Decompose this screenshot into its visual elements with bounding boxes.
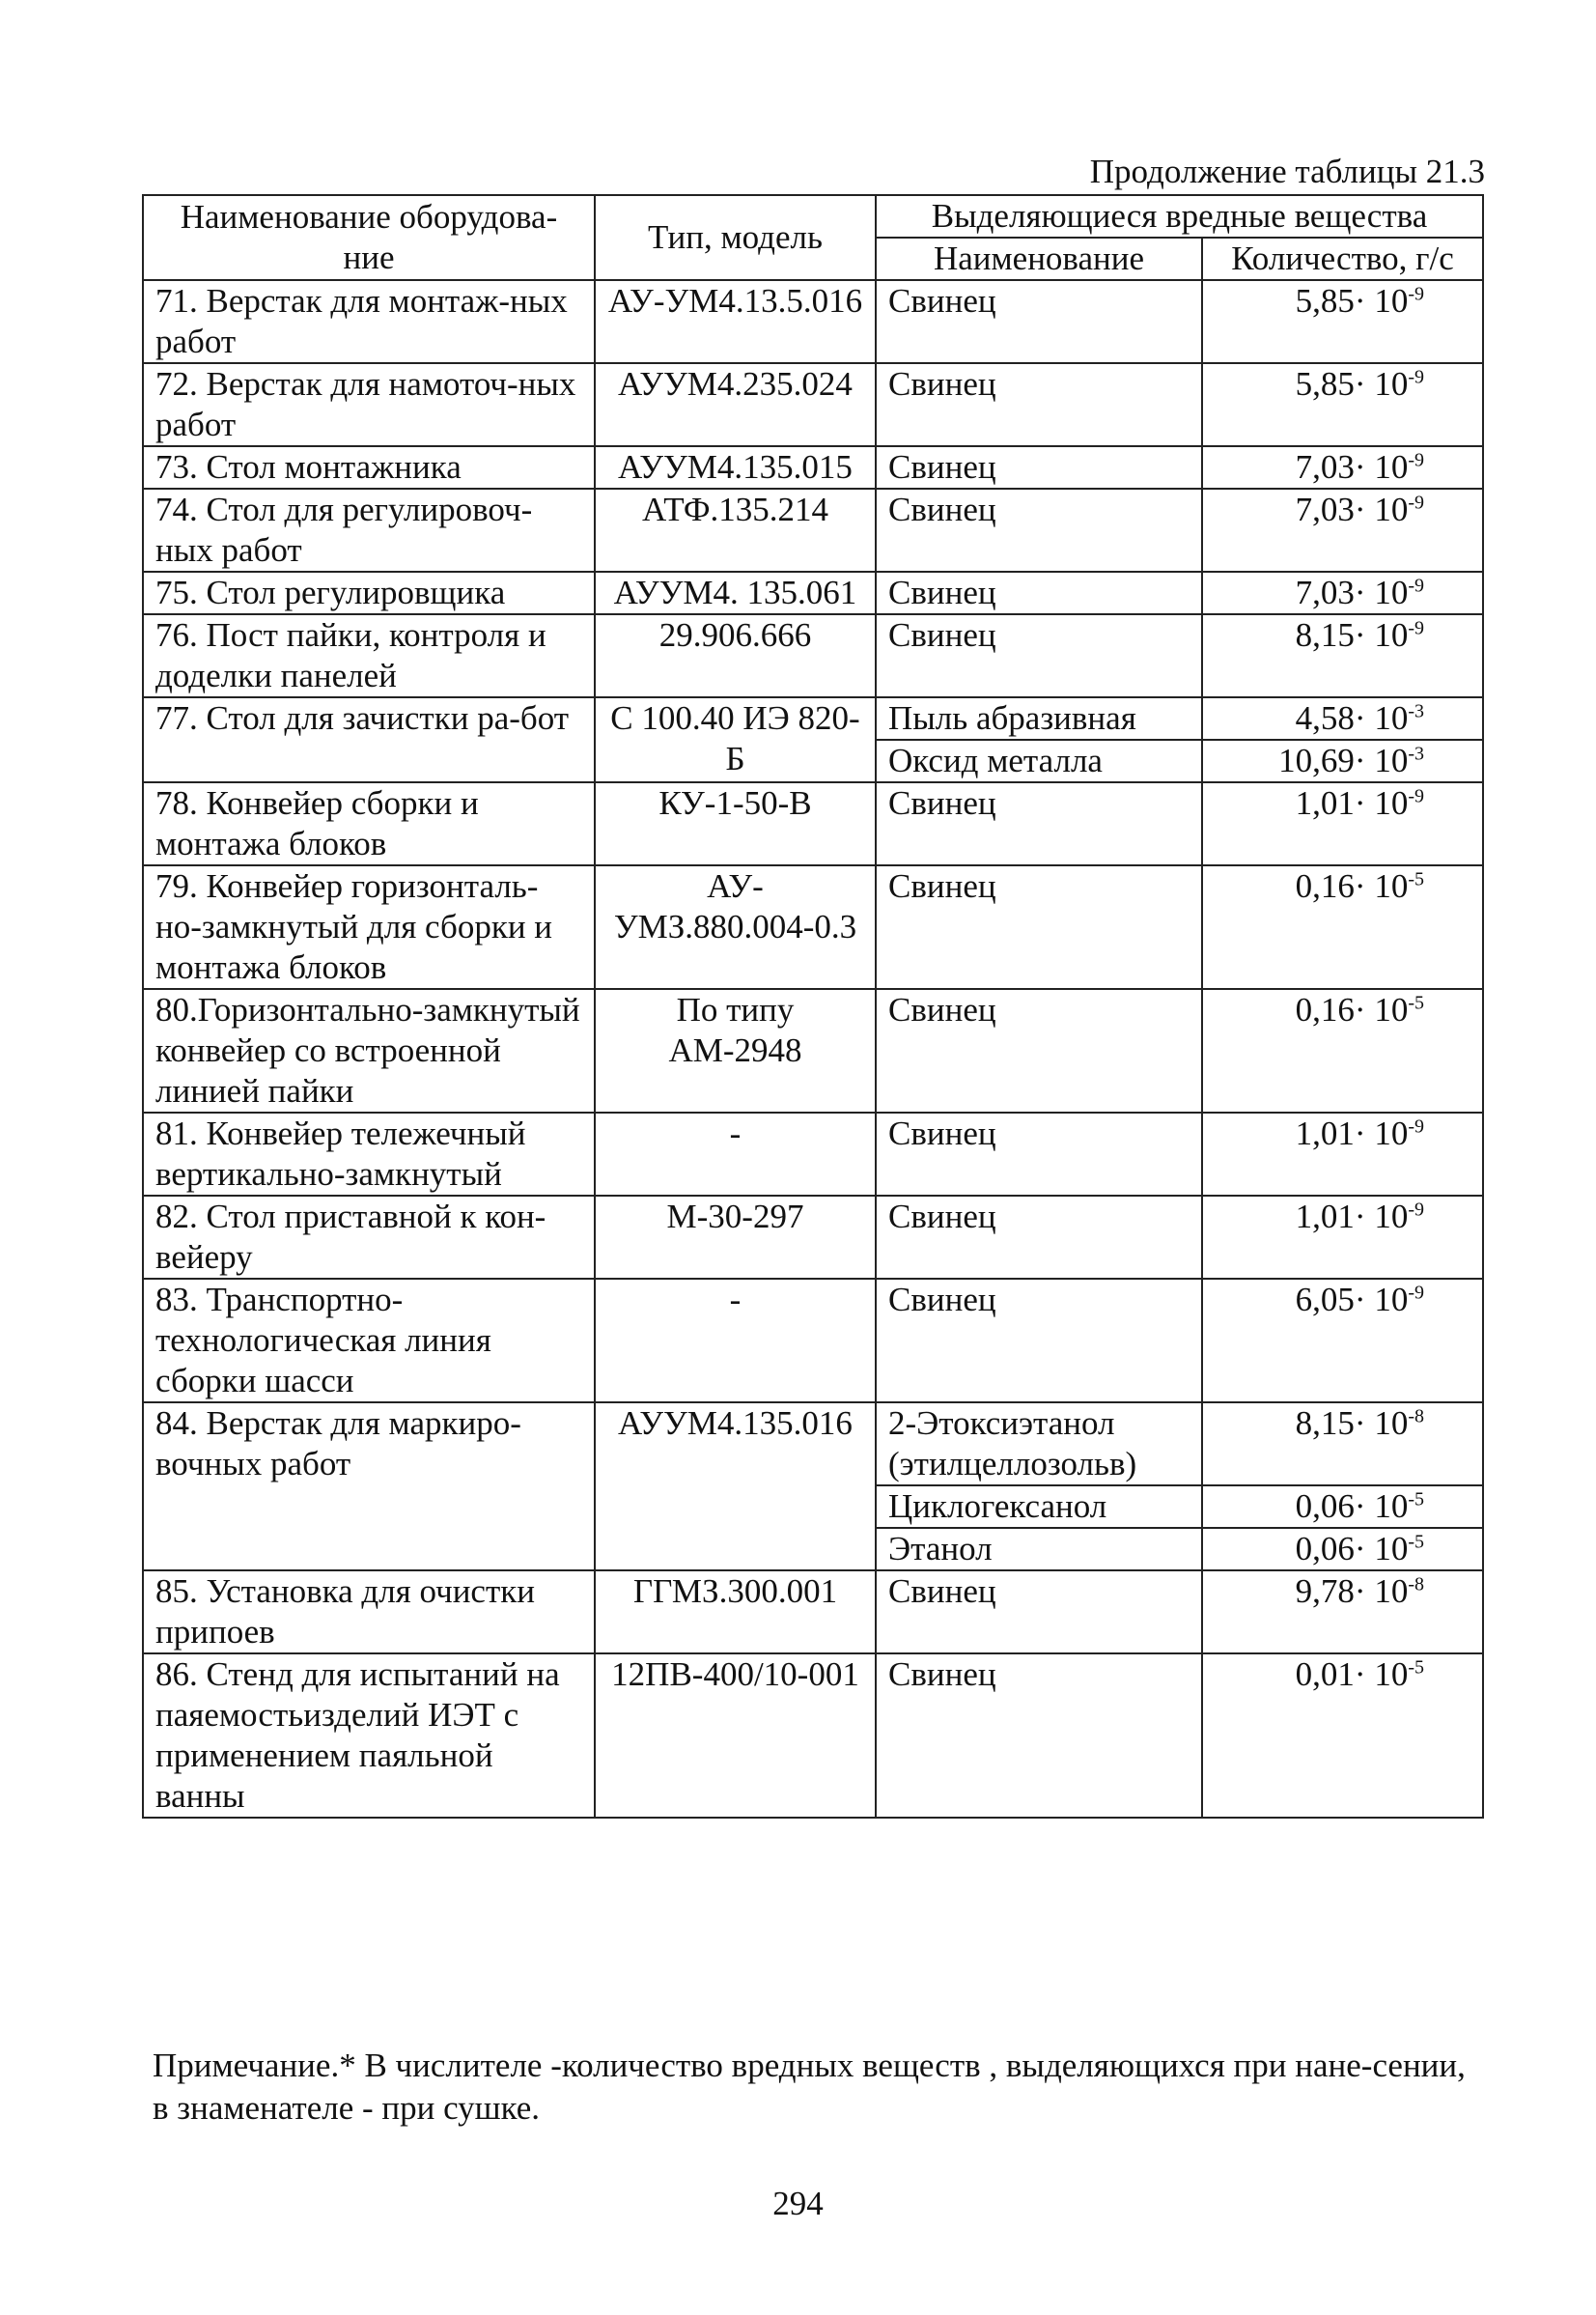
equipment-name-cell: 81. Конвейер тележечный вертикально-замкнутый (143, 1113, 595, 1196)
header-substances: Выделяющиеся вредные вещества (876, 195, 1483, 238)
quantity-exponent: -9 (1408, 1282, 1424, 1304)
quantity-multiplier: · 10 (1354, 1530, 1409, 1567)
quantity-multiplier: · 10 (1354, 616, 1409, 654)
equipment-model-cell: - (595, 1279, 876, 1402)
table-row (143, 1113, 1483, 1196)
quantity-coefficient: 4,58 (1295, 699, 1355, 737)
substance-name-cell: Свинец (876, 1279, 1202, 1402)
quantity-cell (1202, 782, 1483, 865)
substance-name-cell: 2-Этоксиэтанол (этилцеллозольв) (876, 1402, 1202, 1485)
substance-name-cell: Свинец (876, 865, 1202, 989)
quantity-coefficient: 0,16 (1295, 867, 1355, 905)
quantity-cell (1202, 989, 1483, 1113)
quantity-multiplier: · 10 (1354, 742, 1409, 779)
quantity-cell (1202, 280, 1483, 363)
header-model: Тип, модель (595, 195, 876, 280)
quantity-coefficient: 5,85 (1295, 365, 1355, 403)
quantity-cell (1202, 1485, 1483, 1528)
equipment-model-cell: По типу АМ-2948 (595, 989, 876, 1113)
substance-name-cell: Свинец (876, 782, 1202, 865)
quantity-cell (1202, 1402, 1483, 1485)
equipment-name-cell: 84. Верстак для маркиро-вочных работ (143, 1402, 595, 1570)
equipment-model-cell: ГГМЗ.300.001 (595, 1570, 876, 1653)
equipment-name-cell: 85. Установка для очистки припоев (143, 1570, 595, 1653)
table-caption: Продолжение таблицы 21.3 (1089, 153, 1485, 190)
quantity-multiplier: · 10 (1354, 1281, 1409, 1318)
equipment-model-cell: АУУМ4.235.024 (595, 363, 876, 446)
quantity-coefficient: 0,06 (1295, 1530, 1355, 1567)
substance-name-cell: Свинец (876, 1570, 1202, 1653)
quantity-exponent: -9 (1408, 617, 1424, 639)
table-row (143, 572, 1483, 614)
table-row (143, 1196, 1483, 1279)
quantity-exponent: -9 (1408, 492, 1424, 514)
table-row (143, 989, 1483, 1113)
quantity-multiplier: · 10 (1354, 699, 1409, 737)
substance-name-cell: Пыль абразивная (876, 697, 1202, 740)
header-equipment-name: Наименование оборудова-ние (143, 195, 595, 280)
quantity-coefficient: 1,01 (1295, 1115, 1355, 1152)
quantity-exponent: -8 (1408, 1573, 1424, 1595)
quantity-cell (1202, 1279, 1483, 1402)
quantity-cell (1202, 572, 1483, 614)
page-number: 294 (772, 2185, 824, 2222)
quantity-coefficient: 5,85 (1295, 282, 1355, 320)
quantity-multiplier: · 10 (1354, 1655, 1409, 1693)
equipment-model-cell: АУУМ4. 135.061 (595, 572, 876, 614)
quantity-multiplier: · 10 (1354, 1115, 1409, 1152)
quantity-cell (1202, 1113, 1483, 1196)
table-row (143, 1653, 1483, 1818)
equipment-name-cell: 73. Стол монтажника (143, 446, 595, 489)
quantity-exponent: -9 (1408, 366, 1424, 388)
equipment-name-cell: 74. Стол для регулировоч-ных работ (143, 489, 595, 572)
quantity-exponent: -9 (1408, 283, 1424, 305)
quantity-exponent: -5 (1408, 992, 1424, 1014)
substance-name-cell: Свинец (876, 363, 1202, 446)
quantity-exponent: -9 (1408, 1115, 1424, 1138)
equipment-model-cell: АТФ.135.214 (595, 489, 876, 572)
table-note: Примечание.* В числителе -количество вредных веществ , выделяющихся при нане-сении, в знаменателе - при сушке. (153, 2047, 1466, 2127)
equipment-name-cell: 83. Транспортно-технологическая линия сборки шасси (143, 1279, 595, 1402)
quantity-multiplier: · 10 (1354, 365, 1409, 403)
equipment-model-cell: 29.906.666 (595, 614, 876, 697)
substance-name-cell: Свинец (876, 489, 1202, 572)
table-row (143, 363, 1483, 446)
quantity-coefficient: 7,03 (1295, 574, 1355, 611)
substance-name-cell: Свинец (876, 1196, 1202, 1279)
quantity-cell (1202, 865, 1483, 989)
quantity-coefficient: 0,16 (1295, 991, 1355, 1029)
quantity-coefficient: 9,78 (1295, 1572, 1355, 1610)
quantity-multiplier: · 10 (1354, 574, 1409, 611)
equipment-model-cell: АУУМ4.135.016 (595, 1402, 876, 1570)
substance-name-cell: Этанол (876, 1528, 1202, 1570)
quantity-cell (1202, 1196, 1483, 1279)
quantity-coefficient: 8,15 (1295, 616, 1355, 654)
substance-name-cell: Оксид металла (876, 740, 1202, 782)
quantity-cell (1202, 446, 1483, 489)
quantity-coefficient: 6,05 (1295, 1281, 1355, 1318)
quantity-multiplier: · 10 (1354, 1572, 1409, 1610)
header-substance-name: Наименование (876, 238, 1202, 280)
quantity-multiplier: · 10 (1354, 491, 1409, 528)
quantity-coefficient: 0,01 (1295, 1655, 1355, 1693)
quantity-multiplier: · 10 (1354, 1404, 1409, 1442)
equipment-name-cell: 77. Стол для зачистки ра-бот (143, 697, 595, 782)
quantity-coefficient: 7,03 (1295, 491, 1355, 528)
table-row (143, 1402, 1483, 1485)
quantity-cell (1202, 614, 1483, 697)
emissions-table (142, 194, 1484, 1819)
quantity-coefficient: 1,01 (1295, 1198, 1355, 1235)
quantity-exponent: -8 (1408, 1405, 1424, 1427)
table-row (143, 697, 1483, 740)
equipment-model-cell: АУ-УМ4.13.5.016 (595, 280, 876, 363)
table-row (143, 782, 1483, 865)
equipment-name-cell: 78. Конвейер сборки и монтажа блоков (143, 782, 595, 865)
quantity-cell (1202, 1528, 1483, 1570)
quantity-multiplier: · 10 (1354, 1487, 1409, 1525)
substance-name-cell: Свинец (876, 446, 1202, 489)
quantity-coefficient: 8,15 (1295, 1404, 1355, 1442)
quantity-exponent: -3 (1408, 743, 1424, 765)
quantity-exponent: -5 (1408, 868, 1424, 890)
quantity-cell (1202, 740, 1483, 782)
equipment-name-cell: 75. Стол регулировщика (143, 572, 595, 614)
header-quantity: Количество, г/с (1202, 238, 1483, 280)
table-row (143, 614, 1483, 697)
quantity-cell (1202, 489, 1483, 572)
equipment-name-cell: 82. Стол приставной к кон-вейеру (143, 1196, 595, 1279)
quantity-exponent: -5 (1408, 1656, 1424, 1679)
table-row (143, 489, 1483, 572)
equipment-name-cell: 79. Конвейер горизонталь-но-замкнутый для сборки и монтажа блоков (143, 865, 595, 989)
table-row (143, 280, 1483, 363)
quantity-cell (1202, 1653, 1483, 1818)
quantity-coefficient: 0,06 (1295, 1487, 1355, 1525)
quantity-exponent: -9 (1408, 575, 1424, 597)
quantity-multiplier: · 10 (1354, 784, 1409, 822)
table-row (143, 446, 1483, 489)
equipment-model-cell: АУУМ4.135.015 (595, 446, 876, 489)
quantity-cell (1202, 363, 1483, 446)
substance-name-cell: Свинец (876, 572, 1202, 614)
equipment-name-cell: 86. Стенд для испытаний на паяемостьизделий ИЭТ с применением паяльной ванны (143, 1653, 595, 1818)
equipment-model-cell: 12ПВ-400/10-001 (595, 1653, 876, 1818)
quantity-multiplier: · 10 (1354, 448, 1409, 486)
quantity-coefficient: 10,69 (1278, 742, 1355, 779)
quantity-coefficient: 1,01 (1295, 784, 1355, 822)
equipment-model-cell: КУ-1-50-В (595, 782, 876, 865)
quantity-exponent: -9 (1408, 1199, 1424, 1221)
equipment-name-cell: 72. Верстак для намоточ-ных работ (143, 363, 595, 446)
quantity-exponent: -5 (1408, 1531, 1424, 1553)
substance-name-cell: Свинец (876, 1113, 1202, 1196)
equipment-name-cell: 80.Горизонтально-замкнутый конвейер со встроенной линией пайки (143, 989, 595, 1113)
equipment-model-cell: АУ-УМЗ.880.004-0.3 (595, 865, 876, 989)
substance-name-cell: Свинец (876, 614, 1202, 697)
quantity-multiplier: · 10 (1354, 282, 1409, 320)
substance-name-cell: Свинец (876, 1653, 1202, 1818)
table-row (143, 1570, 1483, 1653)
quantity-exponent: -5 (1408, 1488, 1424, 1510)
table-row (143, 865, 1483, 989)
quantity-exponent: -3 (1408, 700, 1424, 722)
quantity-exponent: -9 (1408, 449, 1424, 471)
quantity-exponent: -9 (1408, 785, 1424, 807)
quantity-multiplier: · 10 (1354, 991, 1409, 1029)
quantity-cell (1202, 697, 1483, 740)
equipment-model-cell: М-30-297 (595, 1196, 876, 1279)
table-row (143, 1279, 1483, 1402)
equipment-model-cell: - (595, 1113, 876, 1196)
quantity-cell (1202, 1570, 1483, 1653)
substance-name-cell: Свинец (876, 989, 1202, 1113)
quantity-multiplier: · 10 (1354, 1198, 1409, 1235)
quantity-multiplier: · 10 (1354, 867, 1409, 905)
quantity-coefficient: 7,03 (1295, 448, 1355, 486)
substance-name-cell: Свинец (876, 280, 1202, 363)
equipment-model-cell: С 100.40 ИЭ 820-Б (595, 697, 876, 782)
equipment-name-cell: 76. Пост пайки, контроля и доделки панелей (143, 614, 595, 697)
substance-name-cell: Циклогексанол (876, 1485, 1202, 1528)
equipment-name-cell: 71. Верстак для монтаж-ных работ (143, 280, 595, 363)
